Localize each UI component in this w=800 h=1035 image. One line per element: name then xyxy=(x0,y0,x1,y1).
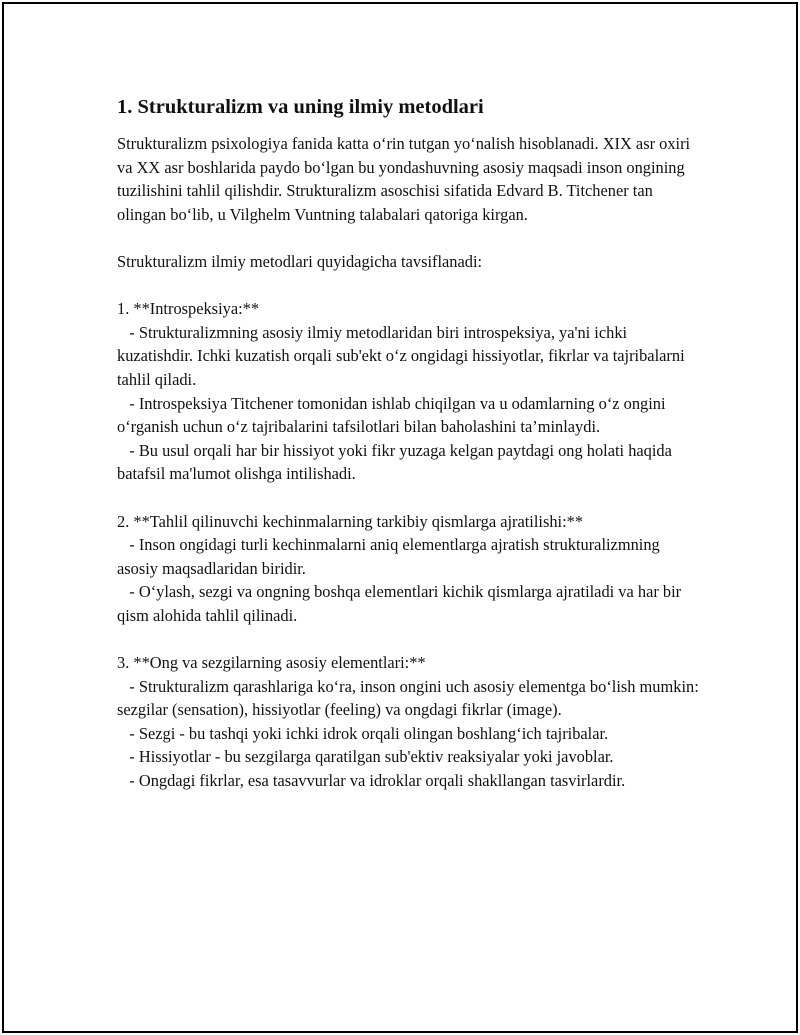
list-item: - Ongdagi fikrlar, esa tasavvurlar va idroklar orqali shakllangan tasvirlardir. xyxy=(117,771,626,791)
section-title: 3. **Ong va sezgilarning asosiy elementlari:** xyxy=(117,653,426,673)
section-title: 2. **Tahlil qilinuvchi kechinmalarning tarkibiy qismlarga ajratilishi:** xyxy=(117,511,584,531)
paragraph-gap xyxy=(117,486,702,510)
list-item: - Strukturalizm qarashlariga ko‘ra, inson ongini uch asosiy elementga bo‘lish mumkin: sezgilar (sensation), hissiyotlar (feeling) va ongdagi fikrlar (image). xyxy=(117,676,703,720)
section-introspeksiya xyxy=(117,297,702,486)
list-item: - Inson ongidagi turli kechinmalarni aniq elementlarga ajratish strukturalizmning asosiy maqsadlaridan biridir. xyxy=(117,535,664,578)
list-item: - Bu usul orqali har bir hissiyot yoki fikr yuzaga kelgan paytdagi ong holati haqida batafsil ma'lumot olishga intilishadi. xyxy=(117,440,677,484)
list-item: - Sezgi - bu tashqi yoki ichki idrok orqali olingan boshlang‘ich tajribalar. xyxy=(117,723,609,743)
section-ong-elementlari xyxy=(117,651,702,793)
paragraph-gap xyxy=(117,627,702,651)
section-tahlil xyxy=(117,510,702,628)
list-item: - O‘ylash, sezgi va ongning boshqa elementlari kichik qismlarga ajratiladi va har bir qism alohida tahlil qilinadi. xyxy=(117,582,686,625)
paragraph-gap xyxy=(117,274,702,298)
document-body xyxy=(117,93,702,793)
section-title: 1. **Introspeksiya:** xyxy=(117,299,260,319)
list-item: - Introspeksiya Titchener tomonidan ishlab chiqilgan va u odamlarning o‘z ongini o‘rganish uchun o‘z tajribalarini tafsilotlari bilan baholashini ta’minlaydi. xyxy=(117,393,670,437)
intro-paragraph: Strukturalizm psixologiya fanida katta o‘rin tutgan yo‘nalish hisoblanadi. XIX asr oxiri va XX asr boshlarida paydo bo‘lgan bu yondashuvning asosiy maqsadi inson ongining tuzilishini tahlil qilishdir. Strukturalizm asoschisi sifatida Edvard B. Titchener tan olingan bo‘lib, u Vilghelm Vuntning talabalari qatoriga kirgan. xyxy=(117,134,695,224)
lead-paragraph: Strukturalizm ilmiy metodlari quyidagicha tavsiflanadi: xyxy=(117,251,483,271)
list-item: - Hissiyotlar - bu sezgilarga qaratilgan sub'ektiv reaksiyalar yoki javoblar. xyxy=(117,747,614,767)
document-heading: 1. Strukturalizm va uning ilmiy metodlari xyxy=(117,96,484,118)
list-item: - Strukturalizmning asosiy ilmiy metodlaridan biri introspeksiya, ya'ni ichki kuzatishdir. Ichki kuzatish orqali sub'ekt o‘z ongidagi hissiyotlar, fikrlar va tajribalarni tahlil qiladi. xyxy=(117,322,689,389)
paragraph-gap xyxy=(117,226,702,250)
